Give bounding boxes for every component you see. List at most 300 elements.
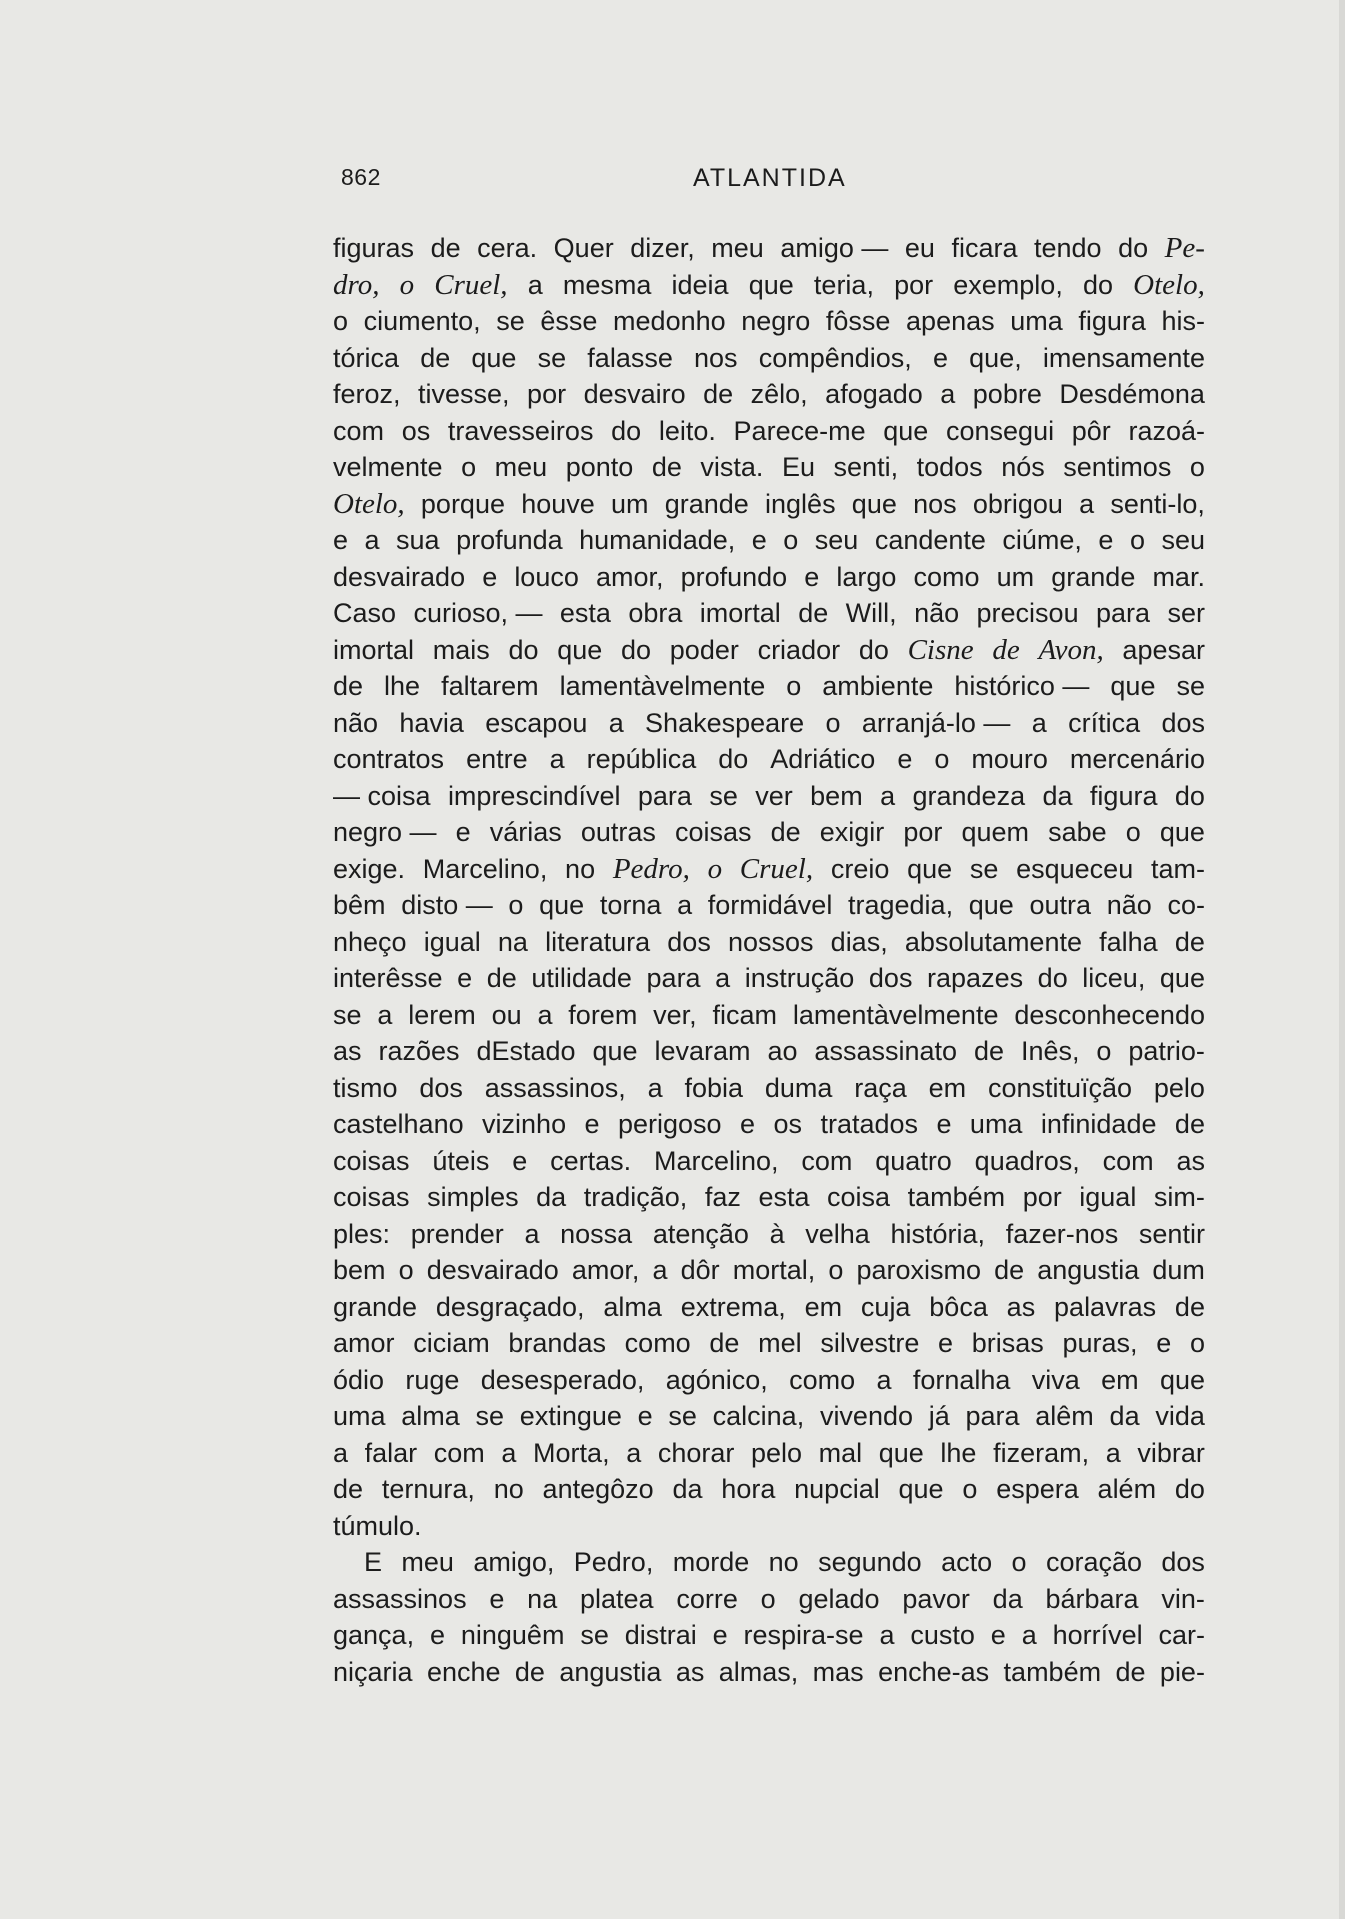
word: que, — [969, 342, 1022, 373]
word: de — [1174, 926, 1205, 957]
word: instrução — [744, 963, 855, 993]
word: desvairado — [333, 561, 466, 592]
word: crítica — [1068, 707, 1141, 738]
word: atenção — [652, 1218, 749, 1249]
word: simples — [427, 1182, 519, 1212]
text-line — [333, 1544, 1205, 1581]
word: de — [709, 1328, 740, 1358]
word: contratos — [333, 744, 445, 774]
word: travesseiros — [447, 415, 594, 446]
word: e — [489, 1583, 505, 1614]
word: que — [748, 269, 794, 300]
word: o — [1125, 817, 1141, 847]
word: uma — [1010, 306, 1063, 336]
word: raça — [854, 1072, 907, 1103]
word: para — [1096, 598, 1151, 628]
word: de — [770, 817, 801, 847]
word: a — [715, 963, 731, 993]
word: ver — [755, 780, 793, 811]
word: morde — [672, 1547, 750, 1577]
word: Will, — [845, 598, 897, 628]
word: os — [773, 1109, 803, 1139]
word: palavras — [1054, 1291, 1157, 1322]
word: mesma — [562, 269, 652, 300]
word: e — [897, 744, 913, 774]
word: paroxismo — [856, 1255, 981, 1285]
word: faz — [704, 1182, 741, 1212]
word: dro, — [333, 268, 380, 301]
word: bárbara — [1045, 1583, 1139, 1614]
word: teria, — [813, 269, 874, 300]
word: Pedro, — [573, 1547, 654, 1577]
word: amor, — [571, 1255, 640, 1285]
word: absolutamente — [904, 926, 1082, 957]
word: do — [1174, 1474, 1205, 1504]
word: falha — [1099, 926, 1158, 957]
word: e — [938, 1328, 954, 1358]
word: patrio- — [1128, 1036, 1205, 1066]
word: e — [804, 561, 820, 592]
word: Adriático — [770, 744, 876, 774]
word: fazer-nos — [1005, 1218, 1119, 1249]
word: exige. — [333, 853, 406, 884]
word: quatro — [875, 1145, 952, 1176]
word: sua — [396, 525, 440, 555]
word: que — [878, 1437, 924, 1468]
word: com — [333, 415, 385, 446]
word: vivendo — [819, 1401, 914, 1431]
word: de — [514, 1656, 545, 1687]
word: tratados — [820, 1109, 919, 1139]
word: da — [1042, 780, 1073, 811]
word: meu — [401, 1547, 454, 1577]
word: certas. — [550, 1145, 632, 1176]
word: vibrar — [1137, 1437, 1205, 1468]
word: sabe — [1048, 817, 1107, 847]
word: tragedia, — [848, 890, 954, 920]
word: dum — [1152, 1255, 1205, 1285]
word: com — [433, 1437, 485, 1468]
word: infinidade — [1040, 1109, 1157, 1139]
word: outra — [1029, 890, 1092, 920]
word: e — [455, 817, 471, 847]
word: do — [508, 634, 539, 665]
word: dizer, — [630, 233, 695, 263]
word: bôca — [929, 1291, 988, 1322]
word: e — [457, 963, 473, 993]
word: velmente — [333, 452, 443, 482]
word: porque — [420, 488, 505, 519]
word: histórico — — [954, 671, 1090, 701]
word: segundo — [818, 1547, 922, 1577]
word: de — [798, 598, 829, 628]
word: Cisne — [907, 633, 974, 666]
word: de — [430, 233, 461, 263]
word: já — [928, 1401, 950, 1431]
word: a — [880, 780, 896, 811]
word: como — [789, 1364, 856, 1395]
word: se — [969, 853, 999, 884]
word: além — [1097, 1474, 1157, 1504]
word: extingue — [519, 1401, 622, 1431]
word: o — [333, 306, 349, 336]
word: por — [1022, 1182, 1062, 1212]
word: que — [851, 488, 897, 519]
word: as — [333, 1036, 362, 1066]
word: em — [928, 1072, 967, 1103]
word: desesperado, — [480, 1364, 645, 1395]
word: enche — [426, 1656, 501, 1687]
word: lamentàvelmente — [792, 999, 999, 1030]
word: o — [760, 1583, 776, 1614]
word: platea — [580, 1583, 654, 1614]
word: coração — [1045, 1547, 1142, 1577]
word: se — [475, 1401, 505, 1431]
word: não — [914, 598, 960, 628]
word: co- — [1167, 890, 1205, 920]
word: seu — [814, 525, 859, 555]
text-line — [333, 1143, 1205, 1180]
word: distrai — [624, 1620, 697, 1650]
word: gança, — [333, 1620, 415, 1650]
text-line — [333, 230, 1205, 267]
word: vida — [1155, 1401, 1205, 1431]
word: e — [936, 1109, 952, 1139]
word: do — [611, 415, 642, 446]
word: nupcial — [794, 1474, 880, 1504]
word: se — [496, 306, 525, 336]
word: um — [996, 561, 1035, 592]
word: tivesse, — [418, 379, 510, 409]
word: meu — [711, 233, 764, 263]
word: ruge — [405, 1364, 460, 1395]
word: — coisa — [333, 780, 431, 811]
word: êsse — [540, 306, 598, 336]
word: e — [751, 525, 767, 555]
text-line — [333, 595, 1205, 632]
word: por — [527, 379, 567, 409]
word: úteis — [432, 1145, 490, 1176]
word: o — [508, 890, 524, 920]
word: Eu — [781, 452, 815, 482]
word: nos — [694, 342, 738, 373]
text-line — [333, 1581, 1205, 1618]
word: eu — [904, 233, 935, 263]
word: que — [1159, 817, 1205, 847]
word: a — [377, 999, 393, 1030]
text-line — [333, 851, 1205, 888]
word: horrível — [1052, 1620, 1143, 1650]
word: e — [1098, 525, 1114, 555]
word: car- — [1158, 1620, 1205, 1650]
word: tismo — [333, 1072, 398, 1103]
word: o — [1096, 1036, 1112, 1066]
word: ver, — [653, 999, 697, 1030]
text-line — [333, 1654, 1205, 1691]
word: a — [608, 707, 624, 738]
word: dos — [1161, 707, 1205, 738]
word: que — [898, 1474, 944, 1504]
word: que — [883, 415, 929, 446]
word: ambiente — [822, 671, 934, 701]
word: de — [486, 963, 517, 993]
word: bem — [333, 1255, 386, 1285]
word: vizinho — [482, 1109, 567, 1139]
word: Cruel, — [434, 268, 508, 301]
text-line — [333, 1508, 1205, 1545]
word: feroz, — [333, 379, 401, 409]
word: compêndios, — [758, 342, 912, 373]
word: mais — [432, 634, 490, 665]
word: formidável — [707, 890, 833, 920]
word: arranjá-lo — — [861, 707, 1011, 738]
word: acto — [941, 1547, 993, 1577]
word: extrema, — [680, 1291, 786, 1322]
word: e — [512, 1145, 528, 1176]
word: ciúme, — [1002, 525, 1082, 555]
running-head — [341, 164, 1197, 196]
word: bem — [810, 780, 863, 811]
word: com — [1102, 1145, 1154, 1176]
word: e — [637, 1401, 653, 1431]
word: antegôzo — [542, 1474, 654, 1504]
word: sentimos — [1063, 452, 1172, 482]
word: o — [962, 1474, 978, 1504]
word: Avon, — [1038, 633, 1104, 666]
word: brisas — [971, 1328, 1044, 1358]
word: enche-as — [878, 1656, 990, 1687]
word: almas, — [718, 1656, 799, 1687]
word: chorar — [657, 1437, 735, 1468]
word: e — [712, 1620, 728, 1650]
word: imensamente — [1042, 342, 1205, 373]
word: e — [1156, 1328, 1172, 1358]
word: nossos — [727, 926, 814, 957]
word: levaram — [654, 1036, 751, 1066]
word: como — [913, 561, 980, 592]
word: ódio — [333, 1364, 385, 1395]
word: para — [646, 963, 701, 993]
text-line — [333, 1617, 1205, 1654]
word: dôr — [680, 1255, 720, 1285]
word: humanidade, — [579, 525, 736, 555]
text-line — [333, 267, 1205, 304]
text-line — [333, 1362, 1205, 1399]
word: ou — [491, 999, 522, 1030]
word: e — [482, 561, 498, 592]
word: niçaria — [333, 1656, 413, 1687]
word: puras, — [1062, 1328, 1138, 1358]
word: coisas — [674, 817, 752, 847]
word: interêsse — [333, 963, 443, 993]
word: brandas — [508, 1328, 606, 1358]
word: senti, — [833, 452, 899, 482]
word: não — [333, 707, 379, 738]
word: várias — [489, 817, 562, 847]
word: se — [580, 1620, 609, 1650]
body-text — [333, 230, 1205, 1690]
word: dos — [1161, 1547, 1205, 1577]
word: pôr — [1071, 415, 1111, 446]
word: ciumento, — [363, 306, 481, 336]
word: tórica — [333, 342, 400, 373]
word: exigir — [819, 817, 885, 847]
text-line — [333, 1216, 1205, 1253]
word: largo — [836, 561, 897, 592]
word: uma — [333, 1401, 386, 1431]
word: coisa — [827, 1182, 891, 1212]
word: o — [1189, 452, 1205, 482]
text-line — [333, 960, 1205, 997]
word: assassinos — [333, 1583, 467, 1614]
word: ser — [1167, 598, 1205, 628]
word: o — [1011, 1547, 1027, 1577]
page-edge — [1339, 0, 1345, 1919]
word: corre — [676, 1583, 738, 1614]
word: quadros, — [974, 1145, 1080, 1176]
word: lhe — [940, 1437, 977, 1468]
word: dos — [667, 926, 711, 957]
word: nossa — [560, 1218, 633, 1249]
word: que — [539, 890, 585, 920]
word: falar — [364, 1437, 418, 1468]
word: no — [768, 1547, 799, 1577]
text-line — [333, 413, 1205, 450]
word: mercenário — [1069, 744, 1205, 774]
word: os — [401, 415, 431, 446]
word: espera — [996, 1474, 1079, 1504]
word: e — [740, 1109, 756, 1139]
word: a — [647, 1072, 663, 1103]
word: tradição, — [583, 1182, 688, 1212]
word: inglês — [765, 488, 836, 519]
word: da — [1109, 1401, 1140, 1431]
word: o — [828, 1255, 844, 1285]
word: que — [968, 890, 1014, 920]
word: poder — [669, 634, 739, 665]
text-line — [333, 778, 1205, 815]
word: custo — [910, 1620, 975, 1650]
word: desvairo — [583, 379, 686, 409]
word: grande — [664, 488, 749, 519]
text-line — [333, 1435, 1205, 1472]
word: o — [1129, 525, 1145, 555]
word: da — [672, 1474, 703, 1504]
text-line — [333, 668, 1205, 705]
word: mel — [758, 1328, 802, 1358]
word: leito. — [658, 415, 716, 446]
text-line — [333, 1471, 1205, 1508]
word: e — [429, 1620, 445, 1650]
word: grande — [1051, 561, 1136, 592]
word: igual — [1079, 1182, 1137, 1212]
text-line — [333, 1033, 1205, 1070]
word: pie- — [1159, 1656, 1205, 1687]
word: ideia — [671, 269, 729, 300]
word: pelo — [1153, 1072, 1205, 1103]
text-line — [333, 887, 1205, 924]
word: amigo, — [473, 1547, 555, 1577]
word: um — [611, 488, 649, 519]
word: negro — — [333, 817, 437, 847]
word: razoá- — [1128, 415, 1205, 446]
word: as — [1176, 1145, 1205, 1176]
word: duma — [764, 1072, 833, 1103]
word: fobia — [684, 1072, 744, 1103]
word: de — [420, 342, 451, 373]
word: precisou — [976, 598, 1079, 628]
word: hora — [721, 1474, 776, 1504]
text-line — [333, 522, 1205, 559]
word: com — [801, 1145, 853, 1176]
word: no — [493, 1474, 524, 1504]
word: república — [586, 744, 697, 774]
word: em — [804, 1291, 843, 1322]
text-line — [333, 997, 1205, 1034]
word: a — [1079, 488, 1095, 519]
word: apenas — [906, 306, 995, 336]
word: tendo — [1034, 233, 1102, 263]
word: o — [786, 671, 802, 701]
word: pobre — [972, 379, 1042, 409]
word: agónico, — [665, 1364, 768, 1395]
word: imortal — [699, 598, 781, 628]
word: amigo — — [780, 233, 889, 263]
word: zêlo, — [750, 379, 808, 409]
word: não — [1106, 890, 1152, 920]
word: a — [501, 1437, 517, 1468]
word: e — [932, 342, 948, 373]
word: o — [707, 852, 723, 885]
word: esta — [559, 598, 611, 628]
word: imortal — [333, 634, 415, 665]
word: Otelo, — [333, 487, 405, 520]
word: a — [626, 1437, 642, 1468]
text-line — [333, 486, 1205, 523]
word: na — [497, 926, 528, 957]
word: ficara — [951, 233, 1018, 263]
running-title: ATLANTIDA — [693, 164, 847, 192]
word: assassinato — [814, 1036, 958, 1066]
word: o — [461, 452, 477, 482]
word: que — [907, 853, 953, 884]
word: para — [965, 1401, 1020, 1431]
text-line — [333, 449, 1205, 486]
word: Parece-me — [733, 415, 866, 446]
word: em — [1101, 1364, 1139, 1395]
word: afogado — [825, 379, 923, 409]
word: a — [364, 525, 380, 555]
word: as — [675, 1656, 705, 1687]
word: profunda — [456, 525, 563, 555]
text-line — [333, 1179, 1205, 1216]
word: grandeza — [912, 780, 1026, 811]
word: de — [992, 633, 1020, 666]
word: obrigou — [972, 488, 1063, 519]
word: por — [894, 269, 934, 300]
word: a — [1031, 707, 1047, 738]
word: ples: — [333, 1218, 391, 1249]
word: lerem — [408, 999, 476, 1030]
word: se — [709, 780, 738, 811]
word: mas — [812, 1656, 864, 1687]
word: nós — [1001, 452, 1045, 482]
word: nos — [913, 488, 957, 519]
word: ciciam — [413, 1328, 490, 1358]
word: profundo — [680, 561, 788, 592]
word: o — [399, 268, 415, 301]
word: liceu, — [1082, 963, 1146, 993]
